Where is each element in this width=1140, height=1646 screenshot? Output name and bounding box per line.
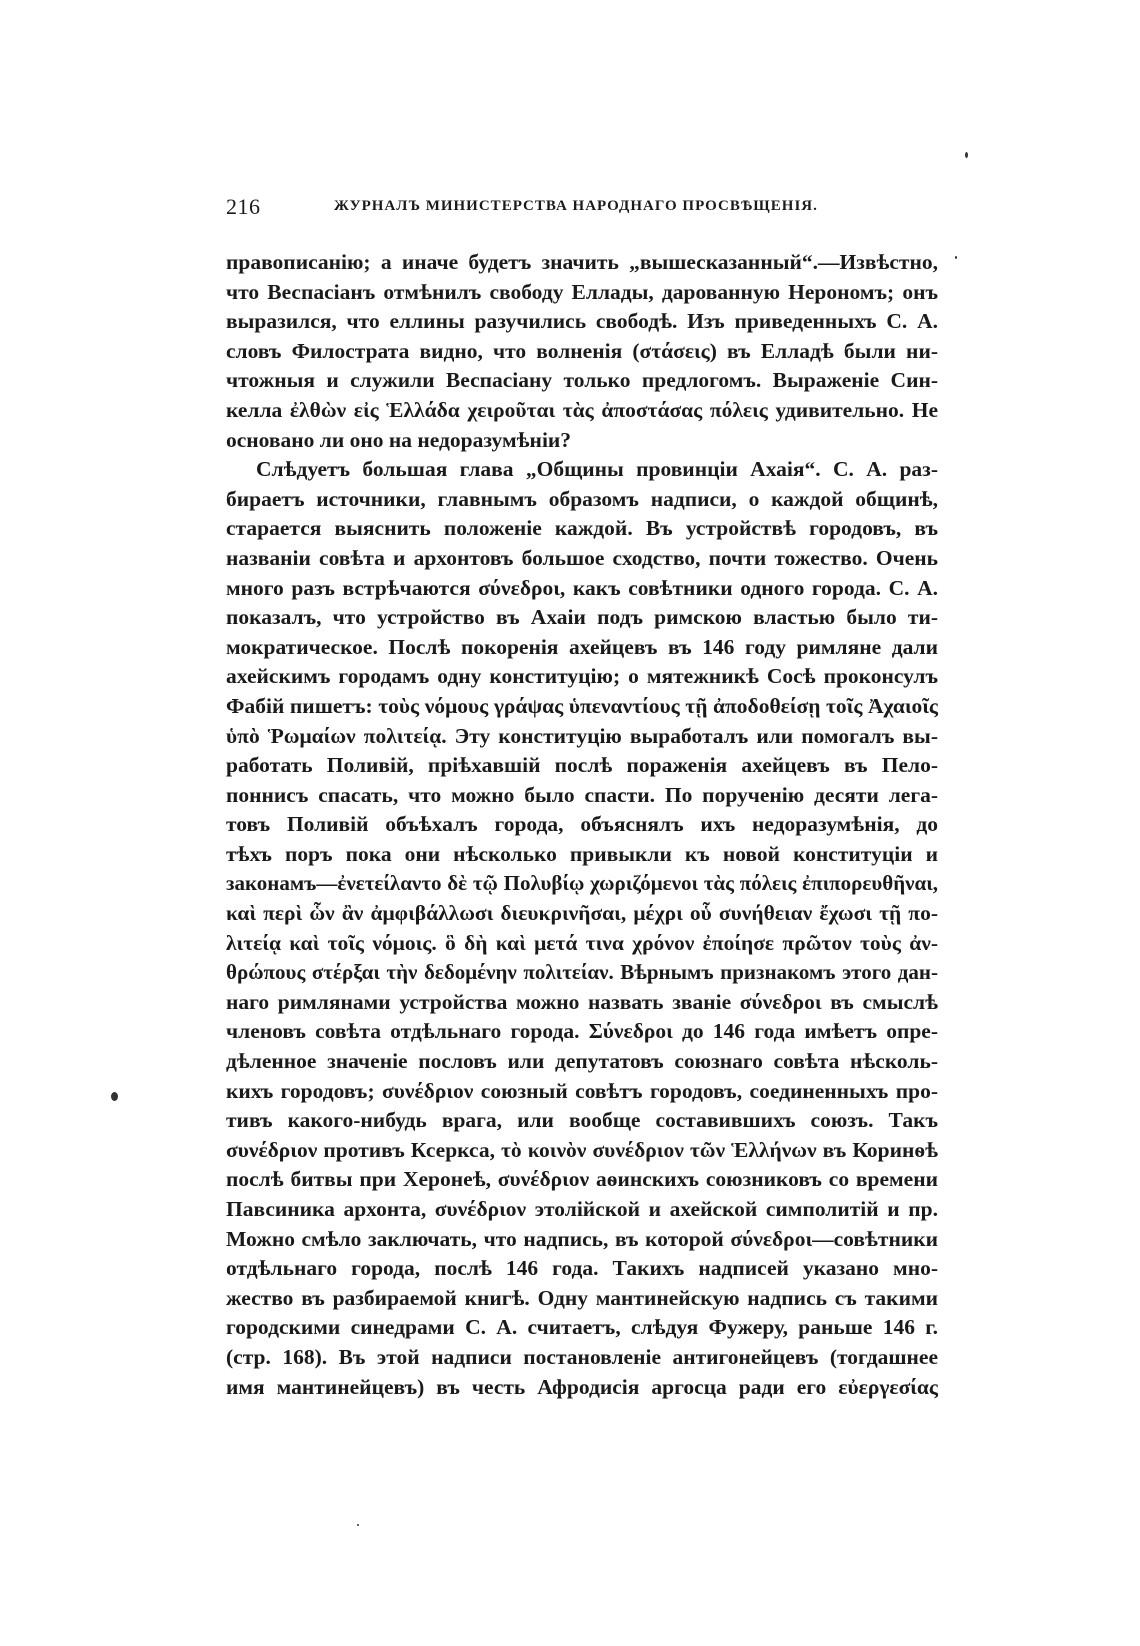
text-line: мократическое. Послѣ покоренія ахейцевъ въ 146 году римляне дали [226,634,938,659]
text-line: словъ Филострата видно, что волненія (στάσεις) въ Елладѣ были ни- [226,338,938,363]
text-line: послѣ битвы при Херонеѣ, συνέδριον аѳинскихъ союзниковъ со времени [226,1167,938,1192]
text-line: Слѣдуетъ большая глава „Общины провинціи Ахаія“. С. А. раз- [256,457,938,482]
scan-speck [955,256,957,259]
scan-speck [965,152,968,158]
text-line: членовъ совѣта отдѣльнаго города. Σύνεδροι до 146 года имѣетъ опре- [226,1019,938,1044]
text-line: отдѣльнаго города, послѣ 146 года. Такихъ надписей указано мно- [226,1256,938,1281]
text-line: жество въ разбираемой книгѣ. Одну мантинейскую надпись съ такими [226,1285,938,1310]
text-line: Можно смѣло заключать, что надпись, въ которой σύνεδροι—совѣтники [226,1226,938,1251]
text-line: выразился, что еллины разучились свободѣ. Изъ приведенныхъ С. А. [226,309,938,334]
text-line: имя мантинейцевъ) въ честь Афродисія аргосца ради его εὐεργεσίας [226,1374,938,1399]
page-number: 216 [226,194,261,219]
page-header [226,194,938,224]
text-line: старается выяснить положеніе каждой. Въ устройствѣ городовъ, въ [226,516,938,541]
text-line: (стр. 168). Въ этой надписи постановленіе антигонейцевъ (тогдашнее [226,1344,938,1369]
text-line: чтожныя и служили Веспасіану только предлогомъ. Выраженіе Син- [226,368,938,393]
text-line: показалъ, что устройство въ Ахаіи подъ римскою властью было ти- [226,605,938,630]
text-line: бираетъ источники, главнымъ образомъ надписи, о каждой общинѣ, [226,486,938,511]
text-line: ахейскимъ городамъ одну конституцію; о мятежникѣ Сосѣ проконсулъ [226,664,938,689]
text-line: основано ли оно на недоразумѣніи? [226,427,572,452]
text-line: συνέδριον противъ Ксеркса, τὸ κοινὸν συνέδριον τῶν Ἑλλήνων въ Коринѳѣ [226,1137,938,1162]
text-line: ὑπὸ Ῥωμαίων πολιτείᾳ. Эту конституцію выработалъ или помогалъ вы- [226,723,938,748]
text-line: работать Поливій, пріѣхавшій послѣ пораженія ахейцевъ въ Пело- [226,753,938,778]
text-line: что Веспасіанъ отмѣнилъ свободу Еллады, дарованную Нерономъ; онъ [226,279,938,304]
text-line: дѣленное значеніе пословъ или депутатовъ союзнаго совѣта нѣсколь- [226,1049,938,1074]
text-line: кихъ городовъ; συνέδριον союзный совѣтъ городовъ, соединенныхъ про- [226,1078,938,1103]
text-line: много разъ встрѣчаются σύνεδροι, какъ совѣтники одного города. С. А. [226,575,938,600]
scan-speck [111,1092,118,1101]
running-title: ЖУРНАЛЪ МИНИСТЕРСТВА НАРОДНАГО ПРОСВѢЩЕНІЯ. [334,198,818,214]
text-line: поннисъ спасать, что можно было спасти. По порученію десяти лега- [226,782,938,807]
text-line: тѣхъ поръ пока они нѣсколько привыкли къ новой конституціи и [226,841,938,866]
text-line: городскими синедрами С. А. считаетъ, слѣдуя Фужеру, раньше 146 г. [226,1315,938,1340]
text-line: Павсиника архонта, συνέδριον этолійской и ахейской симполитій и пр. [226,1197,938,1221]
text-line: наго римлянами устройства можно назвать званіе σύνεδροι въ смыслѣ [226,989,938,1014]
body-text [226,248,938,1402]
text-line: правописанію; а иначе будетъ значить „вышесказанный“.—Извѣстно, [226,250,938,274]
text-line: товъ Поливій объѣхалъ города, объяснялъ ихъ недоразумѣнія, до [226,812,938,837]
text-line: тивъ какого-нибудь врага, или вообще составившихъ союзъ. Такъ [226,1108,938,1133]
scan-speck [357,1524,359,1526]
text-line: законамъ—ἐνετείλαντο δὲ τῷ Πολυβίῳ χωριζόμενοι τὰς πόλεις ἐπιπορευθῆναι, [226,871,938,896]
text-line: Фабій пишетъ: τοὺς νόμους γράψας ὑπεναντίους τῇ ἀποδοθείσῃ τοῖς Ἀχαιοῖς [226,693,938,718]
text-line: названіи совѣта и архонтовъ большое сходство, почти тожество. Очень [226,545,938,570]
text-line: λιτείᾳ καὶ τοῖς νόμοις. ὃ δὴ καὶ μετά τινα χρόνον ἐποίησε πρῶτον τοὺς ἀν- [226,930,938,955]
text-line: келла ἐλθὼν εἰς Ἑλλάδα χειροῦται τὰς ἀποστάσας πόλεις удивительно. Не [226,397,938,422]
text-line: θρώπους στέρξαι τὴν δεδομένην πολιτείαν. Вѣрнымъ признакомъ этого дан- [226,960,938,985]
text-line: καὶ περὶ ὧν ἂν ἀμφιβάλλωσι διευκρινῆσαι, μέχρι οὗ συνήθειαν ἔχωσι τῇ πο- [226,901,938,926]
